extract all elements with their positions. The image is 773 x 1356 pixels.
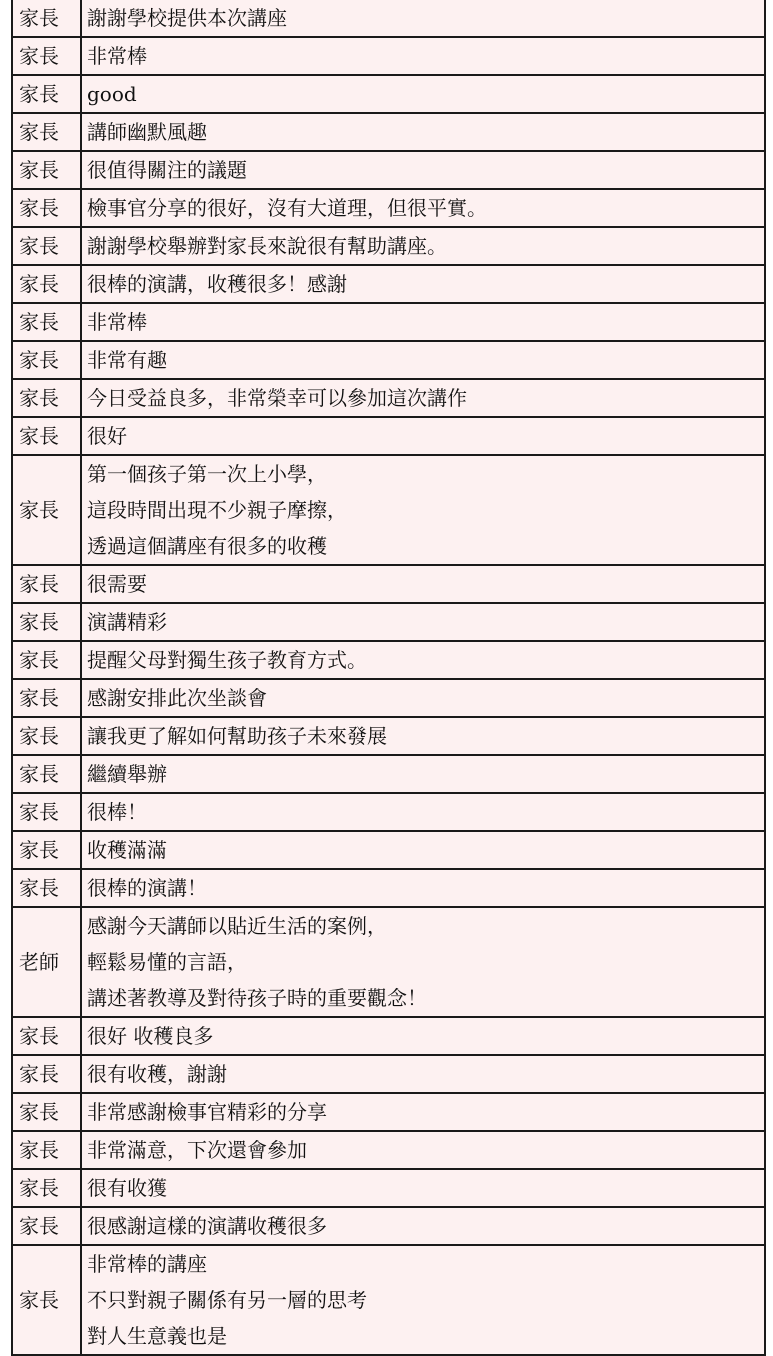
comment-cell [81,113,765,151]
table-row [12,907,765,1017]
comment-cell [81,831,765,869]
comment-line: 很有收穫，謝謝 [87,1062,227,1086]
comment-cell [81,37,765,75]
table-row [12,1245,765,1355]
respondent-role-cell: 家長 [12,869,81,907]
table-row [12,1093,765,1131]
comment-line: 很好 [87,424,127,448]
table-row [12,37,765,75]
comment-cell [81,151,765,189]
comment-cell [81,189,765,227]
comment-line: 第一個孩子第一次上小學， [87,462,327,486]
respondent-role-cell: 家長 [12,75,81,113]
comment-cell [81,417,765,455]
comment-cell [81,793,765,831]
table-row [12,1055,765,1093]
respondent-role-cell: 家長 [12,793,81,831]
respondent-role-cell: 家長 [12,755,81,793]
table-row [12,603,765,641]
respondent-role-cell: 家長 [12,1131,81,1169]
comment-cell [81,0,765,37]
comment-line: 非常感謝檢事官精彩的分享 [87,1100,327,1124]
feedback-table [11,0,766,1356]
respondent-role-cell: 家長 [12,0,81,37]
table-row [12,641,765,679]
table-row [12,1207,765,1245]
respondent-role-cell: 家長 [12,1207,81,1245]
comment-line: 很棒的演講！ [87,876,207,900]
comment-cell [81,265,765,303]
respondent-role-cell: 家長 [12,1055,81,1093]
comment-cell [81,755,765,793]
respondent-role-cell: 家長 [12,1245,81,1355]
table-row [12,227,765,265]
comment-line: 講師幽默風趣 [87,120,207,144]
comment-line: 很需要 [87,572,147,596]
comment-line: 這段時間出現不少親子摩擦， [87,498,347,522]
table-row [12,831,765,869]
table-row [12,303,765,341]
comment-cell [81,603,765,641]
comment-line: 很好 收穫良多 [87,1024,214,1048]
comment-line: 今日受益良多，非常榮幸可以參加這次講作 [87,386,467,410]
table-row [12,417,765,455]
respondent-role-cell: 家長 [12,189,81,227]
comment-cell [81,1207,765,1245]
comment-line: 輕鬆易懂的言語， [87,950,247,974]
respondent-role-cell: 家長 [12,603,81,641]
comment-line: 非常棒 [87,310,147,334]
table-row [12,75,765,113]
table-row [12,1169,765,1207]
comment-line: 很值得關注的議題 [87,158,247,182]
comment-line: 非常有趣 [87,348,167,372]
table-row [12,679,765,717]
respondent-role-cell: 老師 [12,907,81,1017]
respondent-role-cell: 家長 [12,831,81,869]
table-row [12,379,765,417]
respondent-role-cell: 家長 [12,113,81,151]
comment-line: 感謝今天講師以貼近生活的案例， [87,914,387,938]
comment-cell [81,679,765,717]
respondent-role-cell: 家長 [12,565,81,603]
comment-cell [81,907,765,1017]
comment-line: 提醒父母對獨生孩子教育方式。 [87,648,367,672]
comment-cell [81,641,765,679]
comment-cell [81,341,765,379]
table-row [12,565,765,603]
comment-line: 謝謝學校舉辦對家長來說很有幫助講座。 [87,234,447,258]
comment-line: 不只對親子關係有另一層的思考 [87,1288,367,1312]
respondent-role-cell: 家長 [12,679,81,717]
respondent-role-cell: 家長 [12,341,81,379]
comment-line: 很棒！ [87,800,147,824]
comment-cell [81,1017,765,1055]
comment-cell [81,379,765,417]
comment-cell [81,565,765,603]
comment-line: 透過這個講座有很多的收穫 [87,534,327,558]
comment-line: 非常棒 [87,44,147,68]
comment-line: 對人生意義也是 [87,1324,227,1348]
respondent-role-cell: 家長 [12,1169,81,1207]
comment-cell [81,455,765,565]
comment-line: 謝謝學校提供本次講座 [87,6,287,30]
comment-line: 收穫滿滿 [87,838,167,862]
comment-cell [81,1131,765,1169]
comment-line: 講述著教導及對待孩子時的重要觀念！ [87,986,427,1010]
comment-cell [81,227,765,265]
respondent-role-cell: 家長 [12,265,81,303]
respondent-role-cell: 家長 [12,37,81,75]
comment-cell [81,303,765,341]
table-row [12,113,765,151]
respondent-role-cell: 家長 [12,303,81,341]
comment-line: 非常棒的講座 [87,1252,207,1276]
respondent-role-cell: 家長 [12,151,81,189]
comment-cell [81,1055,765,1093]
comment-cell [81,1245,765,1355]
comment-cell [81,1169,765,1207]
comment-line: 很感謝這樣的演講收穫很多 [87,1214,327,1238]
comment-cell [81,75,765,113]
feedback-table-body [12,0,765,1355]
table-row [12,793,765,831]
table-row [12,755,765,793]
respondent-role-cell: 家長 [12,455,81,565]
comment-line: 非常滿意，下次還會參加 [87,1138,307,1162]
comment-cell [81,869,765,907]
respondent-role-cell: 家長 [12,717,81,755]
comment-line: good [87,82,137,106]
table-row [12,717,765,755]
comment-line: 很有收獲 [87,1176,167,1200]
comment-line: 演講精彩 [87,610,167,634]
respondent-role-cell: 家長 [12,1093,81,1131]
respondent-role-cell: 家長 [12,227,81,265]
respondent-role-cell: 家長 [12,417,81,455]
respondent-role-cell: 家長 [12,641,81,679]
table-row [12,0,765,37]
table-row [12,1017,765,1055]
comment-line: 繼續舉辦 [87,762,167,786]
respondent-role-cell: 家長 [12,379,81,417]
comment-line: 檢事官分享的很好，沒有大道理，但很平實。 [87,196,487,220]
table-row [12,265,765,303]
table-row [12,455,765,565]
table-row [12,151,765,189]
table-row [12,189,765,227]
comment-cell [81,717,765,755]
table-row [12,869,765,907]
comment-line: 讓我更了解如何幫助孩子未來發展 [87,724,387,748]
table-row [12,341,765,379]
comment-line: 感謝安排此次坐談會 [87,686,267,710]
comment-line: 很棒的演講，收穫很多！感謝 [87,272,347,296]
respondent-role-cell: 家長 [12,1017,81,1055]
table-row [12,1131,765,1169]
comment-cell [81,1093,765,1131]
